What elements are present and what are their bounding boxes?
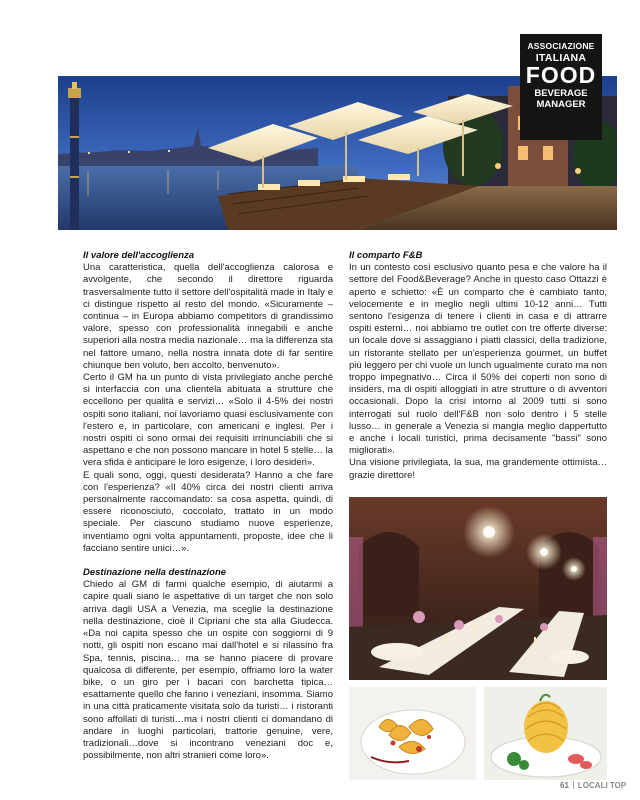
logo-line-5: MANAGER xyxy=(536,98,586,110)
pasta-dish-photo-2 xyxy=(484,687,607,780)
pasta-dish-photo-1 xyxy=(349,687,476,780)
association-logo xyxy=(520,34,602,140)
paragraph-accoglienza-3: E quali sono, oggi, questi desiderata? Hanno a che fare con l'esperienza? «Il 40% circa dei nostri clienti arriva personalmente raccomandato: sa cosa aspetta, quindi, di essere riconosciuto, coccolato, trattato in un modo speciale. Per ciascuno studiamo nuove esperienze, inventiamo ogni volta appuntamenti, proposte, idee che li facciano sentire unici…». xyxy=(83,469,333,554)
logo-line-4: BEVERAGE xyxy=(534,88,588,99)
paragraph-accoglienza-1: Una caratteristica, quella dell'accoglienza calorosa e avvolgente, che secondo il direttore riguarda trasversalmente tutto il settore dell'ospitalità made in Italy e ci distingue rispetto al resto del mondo. «Sicuramente – continua – in Europa abbiamo competitors di grandissimo valore, spesso con professionalità innegabili e anche superiori alla nostra media nazionale… ma la differenza sta nel fattore umano, nella nostra innata dote di far sentire chiunque ben voluto, ben accolto, benvenuto». xyxy=(83,262,333,371)
paragraph-fb-2: Una visione privilegiata, la sua, ma grandemente ottimista… grazie direttore! xyxy=(349,457,607,481)
page-footer xyxy=(560,780,626,792)
section-heading-fb: Il comparto F&B xyxy=(349,250,423,261)
footer-divider xyxy=(573,781,574,789)
logo-line-1: ASSOCIAZIONE xyxy=(527,41,595,51)
section-spacer xyxy=(83,555,333,567)
banquet-hall-photo xyxy=(349,497,607,680)
article-right-column xyxy=(349,250,607,482)
logo-line-3: FOOD xyxy=(525,62,597,88)
section-heading-accoglienza: Il valore dell'accoglienza xyxy=(83,250,195,261)
section-heading-destinazione: Destinazione nella destinazione xyxy=(83,567,227,579)
section-label: LOCALI TOP xyxy=(577,781,627,790)
article-left-column xyxy=(83,250,333,762)
paragraph-destinazione-1: Chiedo al GM di farmi qualche esempio, di aiutarmi a capire quali siano le aspettative di un target che non solo arriva dagli USA a Venezia, ma sceglie la destinazione nella destinazione, cioè il Cipriani che sta alla Giudecca. «Da noi capita spesso che un ospite con soggiorni di 9 notti, gli ospiti non escano mai dall'hotel e si rilassino fra Spa, tennis, piscina… ma se hanno piacere di provare qualcosa di differente, per esempio, offriamo loro la water bike, o un giro per i bacari con barchetta tipica… esattamente quello che fanno i veneziani, insomma. Siamo in una città praticamente visitata solo da turisti… i ristoranti sono affollati di turisti…ma i nostri clienti ci domandano di andare in luoghi particolari, trattorie genuine, vere, tradizionali…dove si incontrano veneziani doc e, possibilmente, non altri stranieri come loro». xyxy=(83,579,333,762)
paragraph-accoglienza-2: Certo il GM ha un punto di vista privilegiato anche perché si interfaccia con una clientela abituata a strutture che eccellono per qualità e servizi… «Solo il 4-5% dei nostri ospiti sono italiani, noi lavoriamo quasi esclusivamente con l'estero e, in particolare, con americani e inglesi. Per i nostri ospiti ci sono ormai dei requisiti irrinunciabili che si aspettano e che non possono mancare in hotel 5 stelle… la vera sfida è anticipare le loro esigenze, i loro desideri». xyxy=(83,372,333,469)
logo-line-2: ITALIANA xyxy=(535,51,587,64)
paragraph-fb-1: In un contesto così esclusivo quanto pesa e che valore ha il settore del Food&Beverage? Anche in questo caso Ottazzi è aperto e schietto: «È un comparto che è cambiato tanto, velocemente e in meglio negli ultimi 10-12 anni… Tutti sentono l'esigenza di tenere i clienti in casa e di attrarre ospiti esterni… noi abbiamo tre outlet con tre offerte diverse: un locale dove si assaggiano i piatti classici, della tradizione, un ristorante stellato per un'esperienza gourmet, un buffet più leggero per chi vuole un lunch ugualmente curato ma non troppo impegnativo… Circa il 50% dei coperti non sono di insiders, ma di ospiti alloggiati in atre strutture o di avventori occasionali. Dopo la crisi intorno al 2009 tutti si sono interrogati sul ruolo dell'F&B non solo dentro i 5 stelle lusso… in generale a Venezia si mangia meglio dappertutto e anche i locali turistici, prima decisamente "bassi" sono migliorati». xyxy=(349,262,607,457)
page-number: 61 xyxy=(560,781,569,790)
